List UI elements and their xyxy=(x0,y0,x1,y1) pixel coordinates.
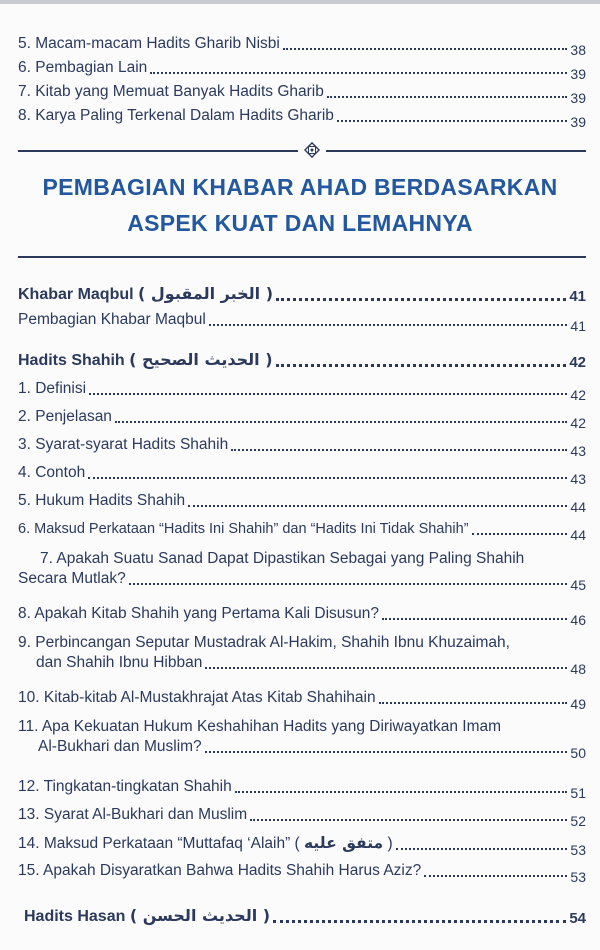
toc-entry-khabar-maqbul[interactable] xyxy=(18,284,586,305)
dot-leader xyxy=(379,702,568,704)
dot-leader xyxy=(337,120,568,122)
toc-entry[interactable] xyxy=(18,549,586,593)
entry-text: 6. Maksud Perkataan “Hadits Ini Shahih” dan “Hadits Ini Tidak Shahih” xyxy=(18,521,469,537)
page-number: 41 xyxy=(569,288,586,305)
top-edge xyxy=(0,0,600,4)
entry-text xyxy=(24,906,270,927)
page-number: 38 xyxy=(570,42,586,58)
page-number: 51 xyxy=(570,785,586,801)
section-heading: PEMBAGIAN KHABAR AHAD BERDASARKAN xyxy=(42,174,558,200)
dot-leader xyxy=(283,48,568,50)
page-number: 39 xyxy=(570,66,586,82)
entry-label: Hadits Hasan xyxy=(24,908,126,925)
dot-leader xyxy=(276,364,567,367)
page-number: 46 xyxy=(570,612,586,628)
page-number: 48 xyxy=(570,661,586,677)
toc-entry[interactable] xyxy=(18,717,586,761)
dot-leader xyxy=(188,505,567,507)
entry-text: 5. Hukum Hadits Shahih xyxy=(18,492,186,509)
page-number: 50 xyxy=(570,745,586,761)
entry-label: Khabar Maqbul xyxy=(18,286,134,303)
entry-text: 1. Definisi xyxy=(18,380,87,397)
arabic-term: ( الحديث الصحيح ) xyxy=(129,350,273,369)
toc-entry[interactable] xyxy=(18,633,586,677)
dot-leader xyxy=(205,751,568,753)
dot-leader xyxy=(273,920,566,923)
page-number: 43 xyxy=(570,471,586,487)
toc-entry[interactable] xyxy=(18,310,586,334)
toc-entry[interactable] xyxy=(18,688,586,712)
dot-leader xyxy=(250,819,567,821)
toc-entry[interactable] xyxy=(18,833,586,858)
entry-text: 7. Kitab yang Memuat Banyak Hadits Gharib xyxy=(18,83,324,100)
arabic-term: ( الحديث الحسن ) xyxy=(129,906,271,925)
page-number: 54 xyxy=(569,910,586,927)
page-number: 41 xyxy=(570,318,586,334)
entry-label: Hadits Shahih xyxy=(18,352,125,369)
toc-entry[interactable] xyxy=(18,604,586,628)
arabic-term: ( الخبر المقبول ) xyxy=(138,284,274,303)
entry-text: 2. Penjelasan xyxy=(18,408,112,425)
dot-leader xyxy=(396,848,568,850)
entry-text: 12. Tingkatan-tingkatan Shahih xyxy=(18,778,232,795)
arabic-term: متفق عليه xyxy=(304,834,384,852)
entry-text-main: 14. Maksud Perkataan “Muttafaq ‘Alaih” ( xyxy=(18,835,300,852)
entry-text-line2: Secara Mutlak? xyxy=(18,570,126,587)
entry-text: 6. Pembagian Lain xyxy=(18,59,148,76)
entry-text-line1: 11. Apa Kekuatan Hukum Keshahihan Hadits yang Diriwayatkan Imam xyxy=(18,718,502,735)
dot-leader xyxy=(205,667,567,669)
toc-entry[interactable] xyxy=(18,519,586,543)
entry-text: 5. Macam-macam Hadits Gharib Nisbi xyxy=(18,35,280,52)
dot-leader xyxy=(150,72,567,74)
page-number: 52 xyxy=(570,813,586,829)
toc-entry[interactable] xyxy=(18,58,586,82)
toc-entry[interactable] xyxy=(18,435,586,459)
dot-leader xyxy=(382,618,567,620)
toc-entry[interactable] xyxy=(18,777,586,801)
page-number: 42 xyxy=(569,354,586,371)
entry-text-line1: 9. Perbincangan Seputar Mustadrak Al-Hakim, Shahih Ibnu Khuzaimah, xyxy=(18,634,510,651)
entry-text: 3. Syarat-syarat Hadits Shahih xyxy=(18,436,229,453)
page-number: 53 xyxy=(570,869,586,885)
page-number: 45 xyxy=(570,577,586,593)
entry-text: 10. Kitab-kitab Al-Mustakhrajat Atas Kitab Shahihain xyxy=(18,689,376,706)
entry-text: 15. Apakah Disyaratkan Bahwa Hadits Shahih Harus Aziz? xyxy=(18,862,422,879)
page-number: 49 xyxy=(570,696,586,712)
entry-text xyxy=(18,833,393,854)
page-number: 42 xyxy=(570,387,586,403)
entry-text-line2: Al-Bukhari dan Muslim? xyxy=(38,738,202,755)
entry-text xyxy=(18,350,273,371)
toc-entry[interactable] xyxy=(18,861,586,885)
toc-entry[interactable] xyxy=(18,106,586,130)
toc-entry[interactable] xyxy=(18,407,586,431)
entry-text: 8. Apakah Kitab Shahih yang Pertama Kali Disusun? xyxy=(18,605,380,622)
toc-entry[interactable] xyxy=(18,34,586,58)
entry-text: 4. Contoh xyxy=(18,464,86,481)
entry-text-line1: 7. Apakah Suatu Sanad Dapat Dipastikan Sebagai yang Paling Shahih xyxy=(40,550,525,567)
toc-entry[interactable] xyxy=(18,82,586,106)
page-number: 42 xyxy=(570,415,586,431)
toc-entry-hadits-hasan[interactable] xyxy=(24,906,586,927)
ornament-icon xyxy=(298,142,326,158)
page-number: 39 xyxy=(570,114,586,130)
toc-entry[interactable] xyxy=(18,805,586,829)
page-number: 44 xyxy=(570,527,586,543)
toc-entry[interactable] xyxy=(18,379,586,403)
page-number: 44 xyxy=(570,499,586,515)
page-number: 53 xyxy=(570,842,586,858)
toc-entry[interactable] xyxy=(18,491,586,515)
dot-leader xyxy=(129,583,568,585)
dot-leader xyxy=(231,449,567,451)
entry-text: 13. Syarat Al-Bukhari dan Muslim xyxy=(18,806,248,823)
toc-entry-hadits-shahih[interactable] xyxy=(18,350,586,371)
section-heading-line2: ASPEK KUAT DAN LEMAHNYA xyxy=(127,210,473,236)
dot-leader xyxy=(472,533,568,535)
dot-leader xyxy=(115,421,567,423)
dot-leader xyxy=(276,298,566,301)
page-number: 39 xyxy=(570,90,586,106)
dot-leader xyxy=(88,477,567,479)
entry-text-line2: dan Shahih Ibnu Hibban xyxy=(36,654,203,671)
toc-entry[interactable] xyxy=(18,463,586,487)
entry-text: 8. Karya Paling Terkenal Dalam Hadits Gharib xyxy=(18,107,334,124)
dot-leader xyxy=(327,96,568,98)
entry-text: Pembagian Khabar Maqbul xyxy=(18,311,206,328)
entry-text-suffix: ) xyxy=(387,835,393,852)
dot-leader xyxy=(424,875,567,877)
page-number: 43 xyxy=(570,443,586,459)
heading-underline xyxy=(18,256,586,258)
dot-leader xyxy=(209,324,568,326)
dot-leader xyxy=(89,393,567,395)
dot-leader xyxy=(235,791,568,793)
entry-text xyxy=(18,284,273,305)
